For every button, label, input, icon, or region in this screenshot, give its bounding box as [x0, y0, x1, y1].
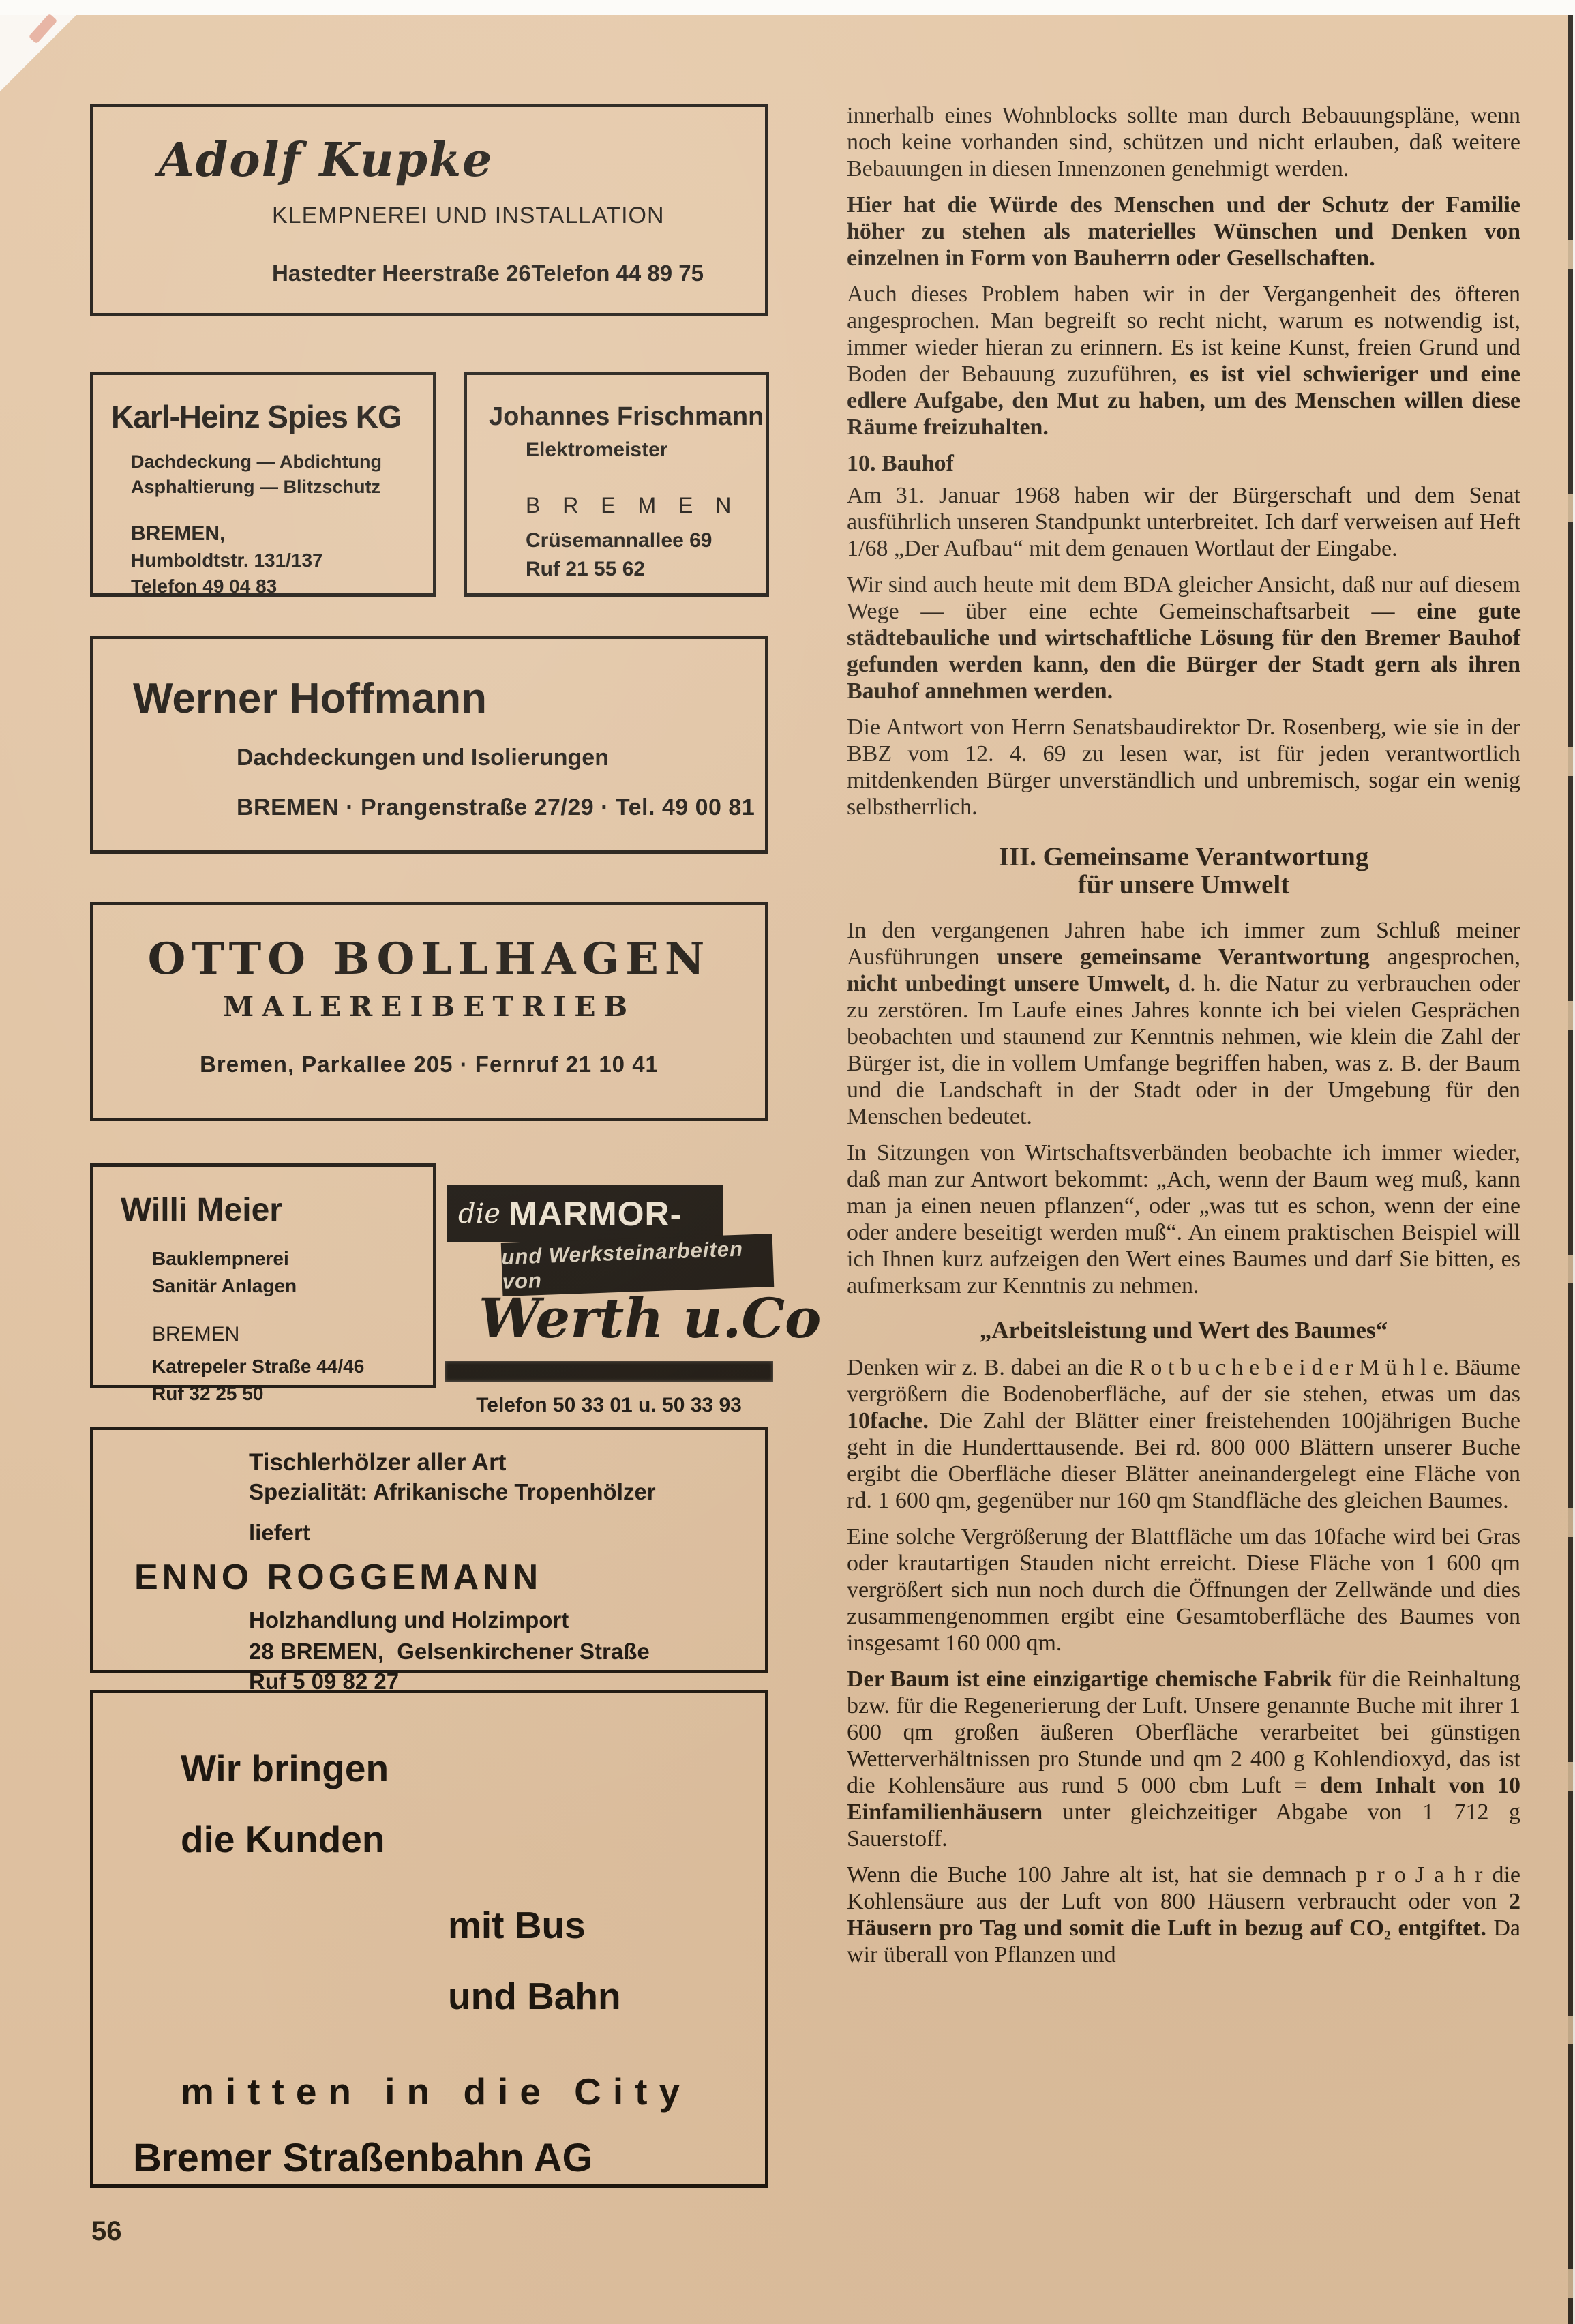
paragraph: Wir sind auch heute mit dem BDA gleicher Ansicht, daß nur auf diesem Wege — über eine echte Gemeinschaftsarbeit — eine gute städtebauliche und wirtschaftliche Lösung für den Bremer Bauhof gefunden werden kann, den die Bürger der Stadt gern als ihren Bauhof annehmen werden.	[847, 572, 1521, 704]
page-number: 56	[91, 2216, 122, 2246]
section-heading: für unsere Umwelt	[1077, 870, 1290, 899]
ad-willi-meier	[90, 1163, 436, 1404]
ad-slogan-line: die Kunden	[181, 1818, 385, 1860]
paragraph: Wenn die Buche 100 Jahre alt ist, hat sie demnach p r o J a h r die Kohlensäure aus der Luft von 800 Häusern verbraucht oder von 2 Häusern pro Tag und somit die Luft in bezug auf CO₂ entgiftet. Da wir überall von Pflanzen und	[847, 1862, 1520, 1967]
ad-headline-prefix: die	[458, 1198, 501, 1230]
ad-phone: Ruf 5 09 82 27	[249, 1669, 400, 1694]
ad-service-line: Dachdeckungen und Isolierungen	[237, 745, 609, 771]
article-column	[847, 102, 1520, 1978]
paragraph: innerhalb eines Wohnblocks sollte man durch Bebauungspläne, wenn noch keine vorhanden sind, schützen und nicht erlauben, daß weitere Bebauungen in diesen Innenzonen genehmigt werden.	[847, 103, 1520, 181]
ad-subline: und Werksteinarbeiten von	[500, 1236, 744, 1294]
section-heading: III. Gemeinsame Verantwortung	[998, 842, 1369, 872]
paragraph: Hier hat die Würde des Menschen und der Schutz der Familie höher zu stehen als materielles Wünschen und Denken von einzelnen in Form von Bauherrn oder Gesellschaften.	[847, 192, 1520, 271]
ad-service-line: Dachdeckung — Abdichtung	[131, 451, 382, 472]
scan-edge-top	[0, 0, 1575, 15]
paragraph: Der Baum ist eine einzigartige chemische Fabrik für die Reinhaltung bzw. für die Regenerierung der Luft. Unsere genannte Buche mit ihrer 1 600 qm großen äußeren Oberfläche verarbeitet bei günstigen Wetterverhältnissen pro Stunde und qm 2 400 g Kohlendioxyd, das ist die Kohlensäure aus rund 5 000 cbm Luft = dem Inhalt von 10 Einfamilienhäusern unter gleichzeitiger Abgabe von 1 712 g Sauerstoff.	[847, 1667, 1520, 1851]
ad-johannes-frischmann	[464, 372, 769, 597]
ad-address: Hastedter Heerstraße 26	[272, 260, 531, 286]
ad-address	[249, 1639, 765, 1665]
section-heading: „Arbeitsleistung und Wert des Baumes“	[979, 1317, 1388, 1343]
paragraph: Auch dieses Problem haben wir in der Vergangenheit des öfteren angesprochen. Man begreift so recht nicht, warum es notwendig ist, immer wieder hieran zu erinnern. Es ist keine Kunst, freien Grund und Boden der Bebauung zuzuführen, es ist viel schwieriger und eine edlere Aufgabe, den Mut zu haben, um des Menschen willen diese Räume freizuhalten.	[847, 282, 1520, 440]
ad-werner-hoffmann	[90, 636, 768, 854]
ad-adolf-kupke	[90, 104, 768, 316]
ad-subtitle: KLEMPNEREI UND INSTALLATION	[272, 203, 665, 228]
ad-service-line: Tischlerhölzer aller Art	[249, 1449, 507, 1476]
ad-slogan-line: Wir bringen	[181, 1747, 389, 1789]
ad-otto-bollhagen	[90, 902, 768, 1121]
ad-phone: Ruf 21 55 62	[526, 558, 646, 580]
advertiser-name: Johannes Frischmann	[489, 402, 764, 431]
ad-service-line: Bauklempnerei	[152, 1248, 289, 1269]
ad-phone: Telefon 50 33 01 u. 50 33 93	[476, 1394, 742, 1416]
ad-phone: Ruf 32 25 50	[152, 1383, 264, 1404]
ad-phone: Telefon 49 04 83	[131, 576, 278, 597]
ad-city: BREMEN,	[131, 522, 226, 545]
ad-address: Bremen, Parkallee 205 · Fernruf 21 10 41	[200, 1052, 659, 1077]
ad-service-line: Spezialität: Afrikanische Tropenhölzer	[249, 1479, 656, 1504]
ad-phone: Telefon 44 89 75	[531, 260, 704, 286]
ad-bremer-strassenbahn	[90, 1690, 768, 2188]
ad-city: 28 BREMEN,	[249, 1639, 385, 1664]
ad-city: B R E M E N	[526, 493, 740, 518]
ad-street: Humboldtstr. 131/137	[131, 550, 323, 571]
scan-edge-right	[1567, 15, 1573, 2324]
ad-slogan-line: mit Bus	[448, 1904, 586, 1946]
ad-karl-heinz-spies	[90, 372, 436, 597]
ad-enno-roggemann	[90, 1427, 768, 1694]
advertiser-name: Bremer Straßenbahn AG	[133, 2136, 593, 2180]
ad-slogan-line: und Bahn	[448, 1975, 621, 2017]
ad-street: Gelsenkirchener Straße	[397, 1639, 650, 1664]
ad-headline-block	[447, 1185, 723, 1242]
paragraph: Eine solche Vergrößerung der Blattfläche um das 10fache wird bei Gras oder krautartigen Stauden nicht erreicht. Diese Fläche von 1 600 qm vergrößert sich nun noch durch die Öffnungen der Zellwände und dies zusammengenommen ergibt eine Gesamtoberfläche des Baumes von insgesamt 160 000 qm.	[847, 1524, 1520, 1656]
paragraph: Denken wir z. B. dabei an die R o t b u c h e b e i d e r M ü h l e. Bäume vergrößern die Bodenoberfläche, auf der sie stehen, etwas um das 10fache. Die Zahl der Blätter einer freistehenden 100jährigen Buche geht in die Hunderttausende. Bei rd. 800 000 Blättern unserer Buche ergibt die Oberfläche dieser Blätter aneinandergelegt eine Fläche von rd. 1 600 qm, gegenüber nur 160 qm Standfläche des gleichen Baumes.	[847, 1355, 1520, 1513]
ad-address-band	[445, 1361, 773, 1382]
ad-slogan-line: mitten in die City	[181, 2070, 692, 2113]
advertiser-name: Werth u.Co	[479, 1286, 822, 1350]
ad-service-line: Asphaltierung — Blitzschutz	[131, 477, 381, 497]
advertiser-name: OTTO BOLLHAGEN	[147, 934, 711, 985]
ad-street: Crüsemannallee 69	[526, 529, 712, 552]
ad-city: BREMEN	[152, 1323, 240, 1345]
advertiser-name: Karl-Heinz Spies KG	[111, 399, 402, 434]
ad-address: BREMEN · Prangenstraße 27/29 · Tel. 49 00 81	[237, 794, 755, 820]
ad-street: Katrepeler Straße 44/46	[152, 1356, 365, 1377]
advertiser-name: ENNO ROGGEMANN	[134, 1558, 543, 1597]
ad-werth-marmor	[445, 1185, 822, 1431]
paragraph: In Sitzungen von Wirtschaftsverbänden beobachte ich immer wieder, daß man zur Antwort bekommt: „Ach, wenn der Baum weg muß, kann man ja einen neuen pflanzen“, oder „was tut es schon, wenn der eine oder andere beseitigt werden muß“. An einem praktischen Beispiel will ich Ihnen kurz aufzeigen den Wert eines Baumes und darf Sie bitten, es aufmerksam zur Kenntnis zu nehmen.	[847, 1140, 1520, 1298]
paragraph: In den vergangenen Jahren habe ich immer zum Schluß meiner Ausführungen unsere gemeinsame Verantwortung angesprochen, nicht unbedingt unsere Umwelt, d. h. die Natur zu verbrauchen oder zu zerstören. Im Laufe eines Jahres konnte ich bei vielen Gesprächen beobachten und staunend zur Kenntnis nehmen, wie klein die Zahl der Bürger ist, die in vollem Umfange begriffen haben, was z. B. der Baum und die Landschaft in der Stadt oder in der Umgebung für den Menschen bedeutet.	[847, 918, 1520, 1129]
advertiser-name: Adolf Kupke	[158, 133, 494, 188]
ad-service-line: liefert	[249, 1520, 310, 1545]
ad-service-line: Holzhandlung und Holzimport	[249, 1607, 569, 1633]
advertiser-name: Willi Meier	[121, 1192, 282, 1228]
ad-headline: MARMOR-	[509, 1195, 682, 1233]
section-heading: 10. Bauhof	[847, 451, 954, 476]
paragraph: Am 31. Januar 1968 haben wir der Bürgerschaft und dem Senat ausführlich unseren Standpunkt unterbreitet. Ich darf verweisen auf Heft 1/68 „Der Aufbau“ mit dem genauen Wortlaut der Eingabe.	[847, 483, 1520, 561]
advertiser-name: Werner Hoffmann	[133, 675, 487, 722]
ad-profession: MALEREIBETRIEB	[222, 990, 636, 1023]
ad-service-line: Sanitär Anlagen	[152, 1275, 297, 1296]
ad-profession: Elektromeister	[526, 438, 668, 461]
paragraph: Die Antwort von Herrn Senatsbaudirektor Dr. Rosenberg, wie sie in der BBZ vom 12. 4. 69 zu lesen war, ist für jeden verantwortlich mitdenkenden Bürger unverständlich und unbremisch, sogar ein wenig selbstherrlich.	[847, 715, 1520, 820]
